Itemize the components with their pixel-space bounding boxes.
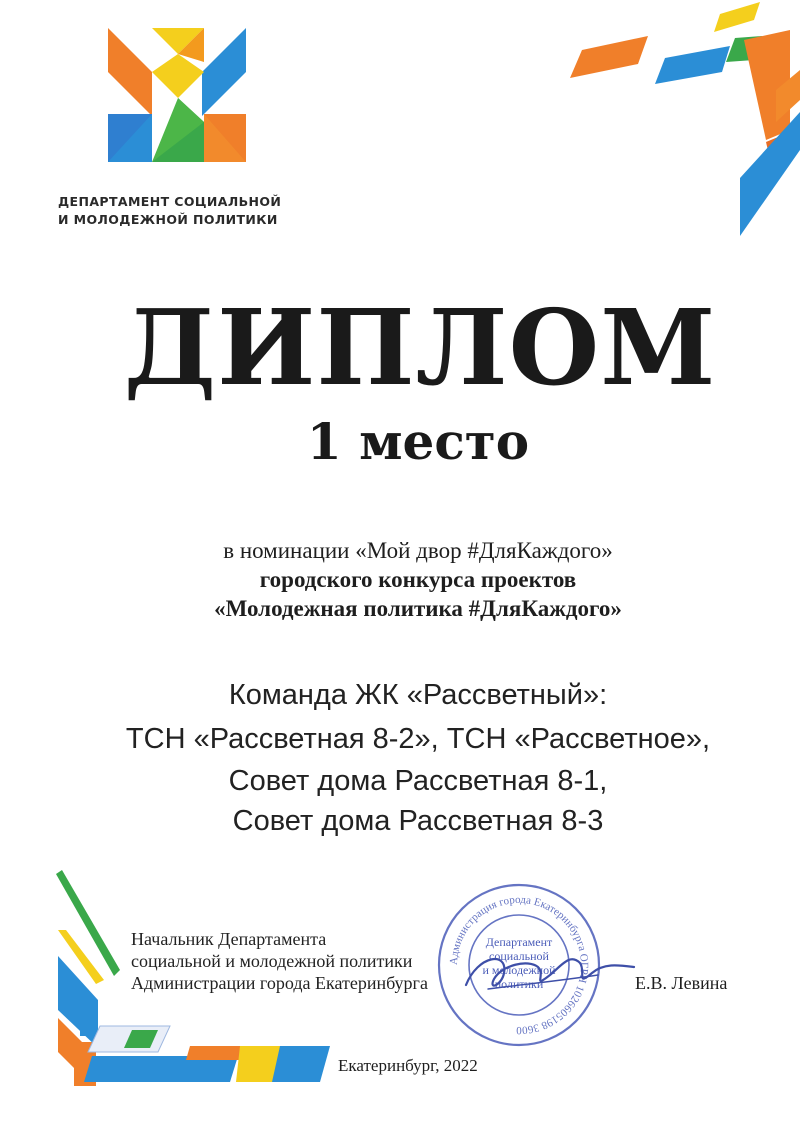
logo-caption: [58, 193, 348, 229]
team-line: Совет дома Рассветная 8-1,: [228, 765, 608, 797]
contest-line-1: городского конкурса проектов: [259, 567, 577, 592]
handwritten-signature-icon: [458, 945, 638, 1005]
nomination-text: в номинации «Мой двор #ДляКаждого»: [223, 538, 613, 563]
place-label: 1 место: [306, 412, 530, 471]
stamp-center-line: социальной: [489, 949, 549, 963]
city-year: Екатеринбург, 2022: [338, 1056, 478, 1075]
department-logo-icon: [104, 22, 254, 172]
team-line: Совет дома Рассветная 8-3: [232, 805, 604, 837]
stamp-ring-text: Администрация города Екатеринбурга ОГРН 1026605198 3600: [447, 893, 591, 1037]
stamp-center-line: Департамент: [485, 935, 553, 949]
diploma-title: ДИПЛОМ: [123, 286, 717, 409]
logo-caption-line1: ДЕПАРТАМЕНТ СОЦИАЛЬНОЙ: [58, 194, 282, 209]
decorative-stripes-top: [540, 0, 800, 250]
team-line: ТСН «Рассветная 8-2», ТСН «Рассветное»,: [125, 723, 711, 755]
team-line: Команда ЖК «Рассветный»:: [228, 679, 608, 711]
signatory-position-line: социальной и молодежной политики: [131, 951, 413, 971]
signatory-position-line: Администрации города Екатеринбурга: [131, 973, 428, 993]
logo-caption-line2: И МОЛОДЕЖНОЙ ПОЛИТИКИ: [58, 212, 278, 227]
stamp-center-line: политики: [494, 977, 544, 991]
stamp-center-line: и молодежной: [482, 963, 556, 977]
contest-line-2: «Молодежная политика #ДляКаждого»: [214, 596, 622, 621]
signatory-position-line: Начальник Департамента: [131, 929, 327, 949]
signatory-name: Е.В. Левина: [635, 973, 728, 993]
